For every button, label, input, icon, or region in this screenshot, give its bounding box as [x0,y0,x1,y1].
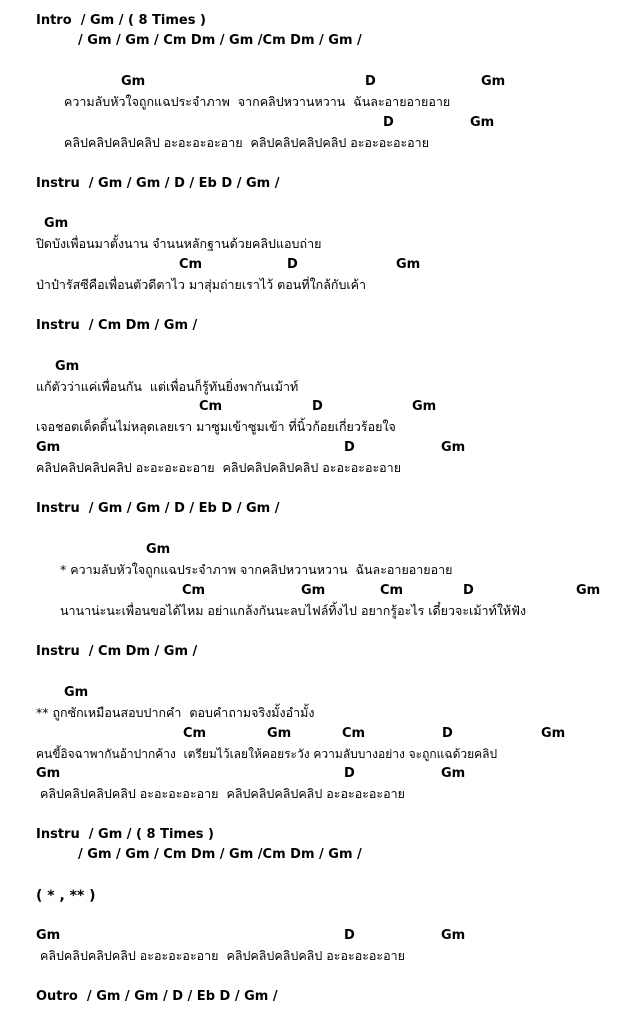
lyric-line: นานาน่ะนะเพื่อนขอได้ไหม อย่าแกล้งกันนะลบไฟล์ทิ้งไป อยากรู้อะไร เดี๋ยวจะเม้าท์ให้ฟัง [60,603,527,618]
lyric-line: คลิปคลิปคลิปคลิป อะอะอะอะอาย คลิปคลิปคลิปคลิป อะอะอะอะอาย [36,786,405,801]
chord: Gm [481,74,506,89]
lyric-line: ปิดบังเพื่อนมาตั้งนาน จำนนหลักฐานด้วยคลิปแอบถ่าย [36,236,322,251]
lyric-line: * ความลับหัวใจถูกแฉประจำภาพ จากคลิปหวานหวาน ฉันละอายอายอาย [60,562,453,577]
chord: D [442,726,453,741]
chord: D [383,115,394,130]
chord: Gm [301,583,326,598]
lyric-line: ** ถูกซักเหมือนสอบปากคำ ตอบคำถามจริงมั้งอำมั้ง [36,705,315,720]
chord: D [344,766,355,781]
lyric-line: คนขี้อิจฉาพากันอ้าปากค้าง เตรียมไว้เลยให้คอยระวัง ความลับบางอย่าง จะถูกแฉด้วยคลิป [36,747,498,761]
chord: Gm [121,74,146,89]
chord: Gm [64,685,89,700]
instrumental-line: Instru / Cm Dm / Gm / [36,644,198,659]
lyric-line: คลิปคลิปคลิปคลิป อะอะอะอะอาย คลิปคลิปคลิปคลิป อะอะอะอะอาย [36,460,402,475]
chord: Gm [146,542,171,557]
chord: Cm [380,583,404,598]
chord: D [344,928,355,943]
chord: Gm [412,399,437,414]
chord: Gm [541,726,566,741]
instrumental-line: Instru / Cm Dm / Gm / [36,318,198,333]
intro-label: Intro / Gm / ( 8 Times ) [36,13,206,28]
chord: D [287,257,298,272]
chord: Gm [36,766,61,781]
instrumental-line: Instru / Gm / Gm / D / Eb D / Gm / [36,176,280,191]
lyric-line: ความลับหัวใจถูกแฉประจำภาพ จากคลิปหวานหวาน ฉันละอายอายอาย [64,94,451,109]
lyric-line: คลิปคลิปคลิปคลิป อะอะอะอะอาย คลิปคลิปคลิปคลิป อะอะอะอะอาย [64,135,430,150]
instrumental-progression: / Gm / Gm / Cm Dm / Gm /Cm Dm / Gm / [78,847,362,862]
chord: Gm [396,257,421,272]
chord: Gm [576,583,601,598]
chord: Cm [342,726,366,741]
chord: Cm [199,399,223,414]
lyric-line: ป่าป๋ารัสซีคือเพื่อนตัวดีตาไว มาสุ่มถ่ายเราไว้ ตอนที่ใกล้กับเค้า [36,277,367,292]
chord: Gm [36,440,61,455]
chord: Gm [441,766,466,781]
chord: Gm [267,726,292,741]
chord: Gm [441,928,466,943]
chord: D [344,440,355,455]
chord: D [312,399,323,414]
intro-progression: / Gm / Gm / Cm Dm / Gm /Cm Dm / Gm / [78,33,362,48]
chord: Gm [55,359,80,374]
chord: Gm [36,928,61,943]
chord: Cm [183,726,207,741]
chord: D [463,583,474,598]
outro-line: Outro / Gm / Gm / D / Eb D / Gm / [36,989,278,1004]
lyric-line: คลิปคลิปคลิปคลิป อะอะอะอะอาย คลิปคลิปคลิปคลิป อะอะอะอะอาย [36,948,405,963]
repeat-marker: ( * , ** ) [36,888,96,904]
lyric-line: เจอชอตเด็ดดิ้นไม่หลุดเลยเรา มาซูมเข้าซูมเข้า ที่นิ้วก้อยเกี่ยวร้อยใจ [36,419,396,434]
chord: Gm [470,115,495,130]
chord: Cm [179,257,203,272]
instrumental-line: Instru / Gm / Gm / D / Eb D / Gm / [36,501,280,516]
chord: Cm [182,583,206,598]
lyric-line: แก้ตัวว่าแค่เพื่อนกัน แต่เพื่อนก็รู้ทันยิ่งพากันเม้าท์ [36,379,299,394]
chord: D [365,74,376,89]
chord: Gm [44,216,69,231]
chord: Gm [441,440,466,455]
instrumental-label: Instru / Gm / ( 8 Times ) [36,827,214,842]
